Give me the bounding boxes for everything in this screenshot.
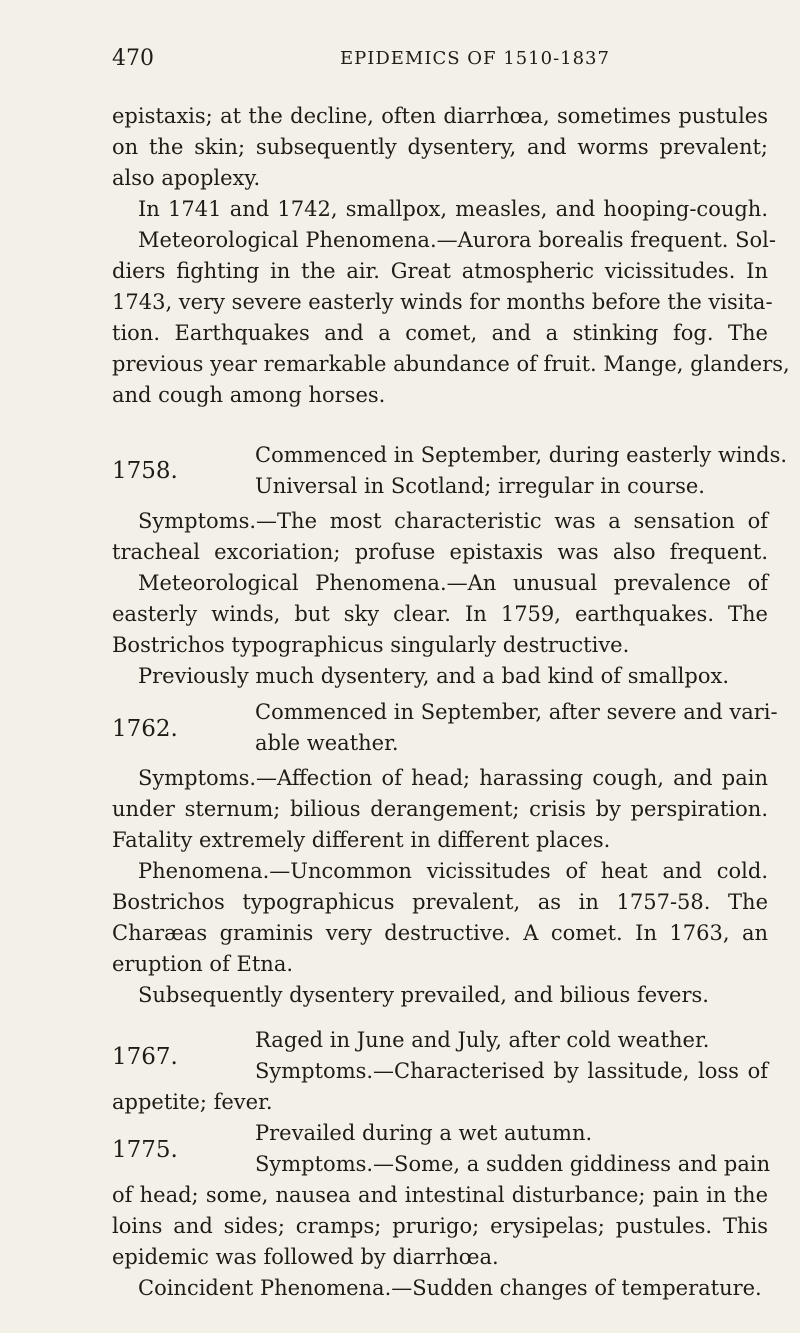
text-line: diers fighting in the air. Great atmospheric vicissitudes. In [112, 259, 768, 283]
year-1767: 1767. [112, 1044, 178, 1070]
text-line: Charæas graminis very destructive. A comet. In 1763, an [112, 921, 768, 945]
entry-1767-line: Raged in June and July, after cold weather. [255, 1028, 710, 1052]
text-line: Bostrichos typographicus prevalent, as in 1757-58. The [112, 890, 768, 914]
text-line: and cough among horses. [112, 383, 386, 407]
text-line: epidemic was followed by diarrhœa. [112, 1245, 499, 1269]
text-line: easterly winds, but sky clear. In 1759, earthquakes. The [112, 602, 768, 626]
text-line: Phenomena.—Uncommon vicissitudes of heat and cold. [138, 859, 768, 883]
text-line: appetite; fever. [112, 1090, 273, 1114]
text-line: eruption of Etna. [112, 952, 294, 976]
entry-1762-line: able weather. [255, 731, 399, 755]
entry-1758-line: Universal in Scotland; irregular in course. [255, 474, 705, 498]
text-line: In 1741 and 1742, smallpox, measles, and hooping-cough. [138, 197, 768, 221]
text-line: Symptoms.—The most characteristic was a sensation of [138, 509, 768, 533]
text-line: tracheal excoriation; profuse epistaxis was also frequent. [112, 540, 768, 564]
page-header [0, 46, 800, 80]
entry-1775-line: Prevailed during a wet autumn. [255, 1121, 593, 1145]
year-1758: 1758. [112, 458, 178, 484]
text-line: Fatality extremely different in different places. [112, 828, 611, 852]
text-line: Meteorological Phenomena.—Aurora borealis frequent. Sol- [138, 228, 776, 252]
text-line: Coincident Phenomena.—Sudden changes of temperature. [138, 1276, 762, 1300]
text-line: epistaxis; at the decline, often diarrhœa, sometimes pustules [112, 104, 768, 128]
text-line: previous year remarkable abundance of fruit. Mange, glanders, [112, 352, 790, 376]
text-line: of head; some, nausea and intestinal disturbance; pain in the [112, 1183, 768, 1207]
entry-1758-line: Commenced in September, during easterly winds. [255, 443, 788, 467]
entry-1767-line: Symptoms.—Characterised by lassitude, loss of [255, 1059, 768, 1083]
text-line: on the skin; subsequently dysentery, and worms prevalent; [112, 135, 768, 159]
text-line: Bostrichos typographicus singularly destructive. [112, 633, 630, 657]
text-line: Previously much dysentery, and a bad kind of smallpox. [138, 664, 730, 688]
text-line: under sternum; bilious derangement; crisis by perspiration. [112, 797, 768, 821]
text-line: loins and sides; cramps; prurigo; erysipelas; pustules. This [112, 1214, 768, 1238]
text-line: Symptoms.—Affection of head; harassing cough, and pain [138, 766, 768, 790]
page-number: 470 [112, 46, 154, 71]
text-line: 1743, very severe easterly winds for months before the visita- [112, 290, 773, 314]
running-head: EPIDEMICS OF 1510-1837 [340, 48, 610, 69]
entry-1762-line: Commenced in September, after severe and vari- [255, 700, 778, 724]
year-1775: 1775. [112, 1137, 178, 1163]
text-line: also apoplexy. [112, 166, 261, 190]
text-line: Meteorological Phenomena.—An unusual prevalence of [138, 571, 768, 595]
text-line: tion. Earthquakes and a comet, and a stinking fog. The [112, 321, 768, 345]
entry-1775-line: Symptoms.—Some, a sudden giddiness and pain [255, 1152, 771, 1176]
year-1762: 1762. [112, 716, 178, 742]
text-line: Subsequently dysentery prevailed, and bilious fevers. [138, 983, 709, 1007]
